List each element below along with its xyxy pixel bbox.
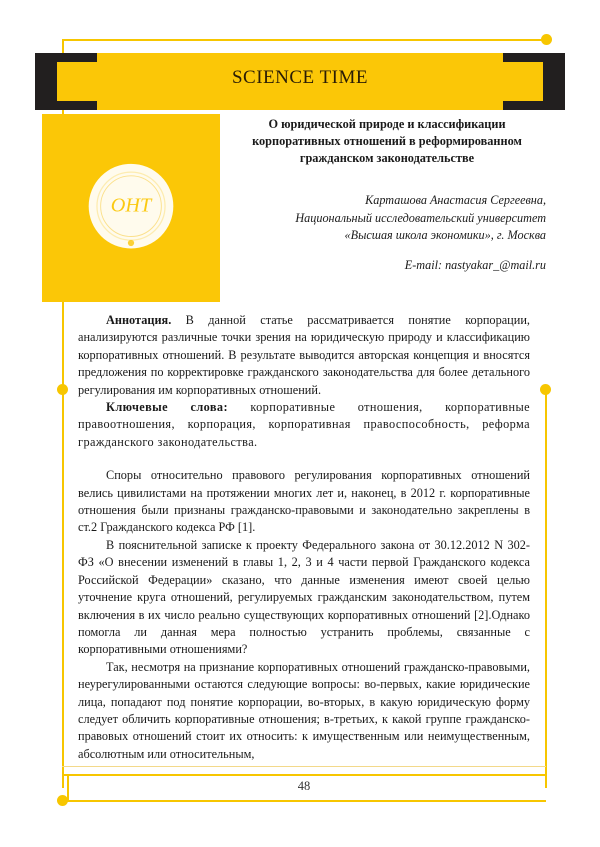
- author-name: Карташова Анастасия Сергеевна,: [365, 193, 546, 207]
- decorative-dot-footer: [57, 795, 68, 806]
- abstract-paragraph: [78, 312, 530, 399]
- footer-bottom-rule: [62, 800, 546, 802]
- svg-text:ОНТ: ОНТ: [110, 194, 152, 217]
- decorative-footer-hairline: [62, 766, 546, 767]
- author-email: E-mail: nastyakar_@mail.ru: [404, 258, 546, 272]
- page-number: 48: [297, 779, 311, 793]
- footer-top-rule: [62, 774, 546, 776]
- article-body: [78, 312, 530, 763]
- keywords-paragraph: [78, 399, 530, 451]
- decorative-right-rule: [545, 390, 547, 788]
- body-spacer: [78, 451, 530, 467]
- abstract-label: Аннотация.: [106, 313, 172, 327]
- keywords-label: Ключевые слова:: [106, 400, 228, 415]
- journal-logo-block: [42, 114, 220, 302]
- body-paragraph-3: Так, несмотря на признание корпоративных отношений гражданско-правовыми, неурегулированными остаются следующие вопросы: во-первых, какие юридические лица, попадают под понятие корпорации, во-вторых, в какую юридическую форму следует обличить корпоративные отношения; в-третьих, к какой группе гражданско-правовых отношений стоит их относить: к имущественным или неимущественным, абсолютным или относительным,: [78, 659, 530, 761]
- article-title-line: гражданском законодательстве: [299, 151, 475, 165]
- body-paragraph-2: В пояснительной записке к проекту Федерального закона от 30.12.2012 N 302-ФЗ «О внесении изменений в главы 1, 2, 3 и 4 части первой Гражданского кодекса Российской Федерации» сказано, что данные изменения имеют своей целью уточнение круга отношений, регулируемых гражданским законодательством, путем включения в их число реально существующих корпоративных отношений [2].Однако помогла ли данная мера полностью устранить проблемы, связанные с корпоративными отношениями?: [78, 537, 530, 657]
- article-title-line: корпоративных отношений в реформированном: [252, 134, 522, 148]
- decorative-top-rule: [62, 39, 546, 41]
- author-affiliation-line-2: «Высшая школа экономики», г. Москва: [344, 228, 546, 242]
- journal-seal-logo: [85, 162, 177, 254]
- body-paragraph-1: Споры относительно правового регулирования корпоративных отношений велись цивилистами на протяжении многих лет и, наконец, в 2012 г. корпоративные отношения были признаны гражданско-правовыми и законодательно закреплены в ст.2 Гражданского кодекса РФ [1].: [78, 468, 530, 535]
- decorative-dot-right: [540, 384, 551, 395]
- decorative-dot-left: [57, 384, 68, 395]
- article-title: [228, 116, 546, 167]
- abstract-text: В данной статье рассматривается понятие корпорации, анализируются различные точки зрения на юридическую природу и классификацию корпоративных отношений. В результате выводится авторская концепция и вносятся предложения по корректировке гражданского законодательства для более детального регулирования им корпоративных отношений.: [78, 313, 530, 397]
- article-title-line: О юридической природе и классификации: [268, 117, 506, 131]
- author-block: [228, 192, 546, 245]
- decorative-dot-top-right: [541, 34, 552, 45]
- author-affiliation-line-1: Национальный исследовательский университет: [295, 210, 546, 225]
- keywords-text: корпоративные отношения, корпоративные правоотношения, корпорация, корпоративная правоспособность, реформа гражданского законодательства.: [78, 400, 530, 449]
- journal-masthead: [35, 53, 565, 110]
- journal-title: SCIENCE TIME: [231, 67, 368, 88]
